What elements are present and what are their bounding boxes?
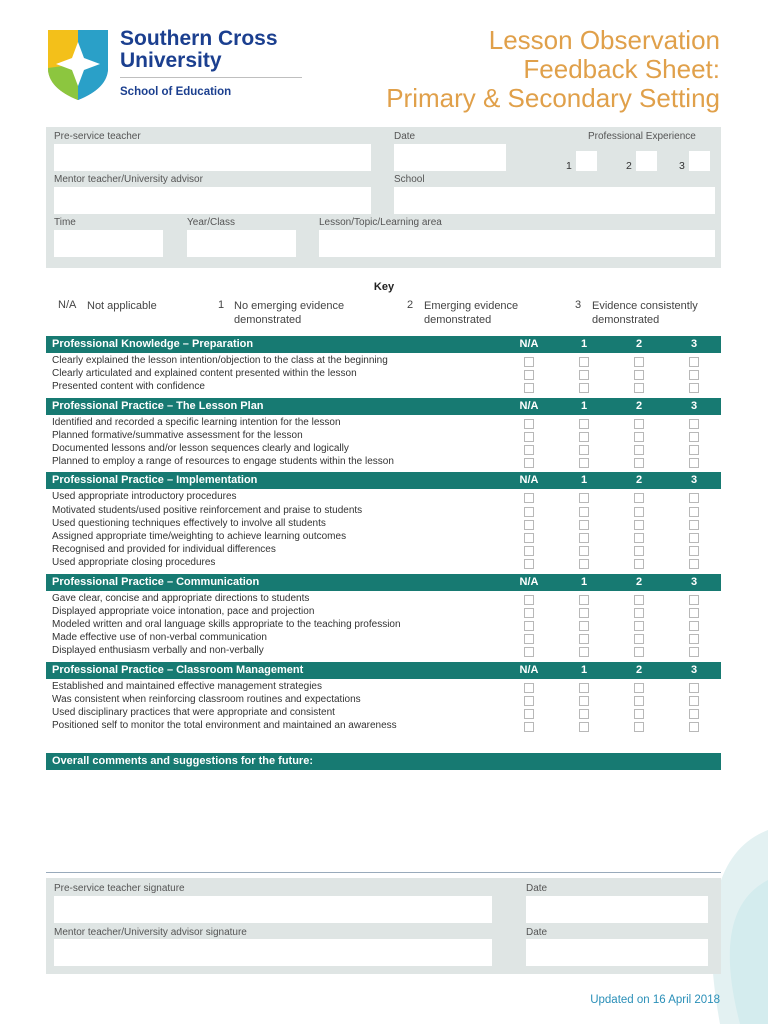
time-field[interactable] — [54, 230, 163, 257]
criterion-text: Motivated students/used positive reinforcement and praise to students — [52, 504, 363, 516]
column-header-1: 1 — [580, 474, 588, 487]
rating-checkbox-1[interactable] — [579, 458, 589, 468]
rating-checkbox-0[interactable] — [524, 647, 534, 657]
rating-checkbox-1[interactable] — [579, 419, 589, 429]
university-name-line1: Southern Cross — [120, 27, 278, 50]
column-header-1: 1 — [580, 399, 588, 412]
criterion-row — [46, 491, 721, 504]
criterion-row — [46, 593, 721, 606]
rating-checkbox-1[interactable] — [579, 559, 589, 569]
criterion-row — [46, 557, 721, 570]
criterion-row — [46, 707, 721, 720]
school-name: School of Education — [120, 86, 232, 98]
column-header-1: 1 — [580, 663, 588, 676]
rating-checkbox-3[interactable] — [689, 507, 699, 517]
column-header-2: 2 — [635, 399, 643, 412]
section-header-2 — [46, 472, 721, 489]
column-header-3: 3 — [690, 663, 698, 676]
rating-checkbox-3[interactable] — [689, 432, 699, 442]
lesson-topic-label: Lesson/Topic/Learning area — [319, 217, 442, 228]
column-header-2: 2 — [635, 663, 643, 676]
rating-checkbox-1[interactable] — [579, 507, 589, 517]
date-label: Date — [394, 131, 416, 142]
criterion-text: Used disciplinary practices that were appropriate and consistent — [52, 707, 335, 718]
pe-option-1-box[interactable] — [576, 151, 597, 171]
section-title: Professional Practice – Classroom Management — [52, 663, 304, 676]
criterion-text: Was consistent when reinforcing classroom routines and expectations — [52, 693, 361, 705]
rating-checkbox-0[interactable] — [524, 533, 534, 543]
rating-checkbox-2[interactable] — [634, 520, 644, 530]
rating-checkbox-0[interactable] — [524, 722, 534, 732]
rating-checkbox-1[interactable] — [579, 709, 589, 719]
lesson-topic-field[interactable] — [319, 230, 715, 257]
year-class-field[interactable] — [187, 230, 296, 257]
criterion-text: Used questioning techniques effectively to involve all students — [52, 517, 326, 529]
criterion-text: Assigned appropriate time/weighting to achieve learning outcomes — [52, 531, 347, 542]
rating-checkbox-0[interactable] — [524, 621, 534, 631]
rating-checkbox-3[interactable] — [689, 546, 699, 556]
time-label: Time — [54, 217, 76, 228]
rating-checkbox-2[interactable] — [634, 696, 644, 706]
criterion-text: Made effective use of non-verbal communication — [52, 632, 267, 644]
rating-checkbox-0[interactable] — [524, 595, 534, 605]
year-class-label: Year/Class — [187, 217, 235, 228]
rating-checkbox-3[interactable] — [689, 357, 699, 367]
section-header-3 — [46, 574, 721, 591]
pre-service-signature-field[interactable] — [54, 896, 492, 923]
comments-title: Overall comments and suggestions for the future: — [52, 755, 313, 767]
section-header-4 — [46, 662, 721, 679]
rating-checkbox-3[interactable] — [689, 559, 699, 569]
rating-checkbox-2[interactable] — [634, 383, 644, 393]
rating-checkbox-2[interactable] — [634, 419, 644, 429]
column-header-3: 3 — [690, 575, 698, 588]
column-header-2: 2 — [635, 338, 643, 350]
rating-checkbox-2[interactable] — [634, 493, 644, 503]
rating-checkbox-2[interactable] — [634, 507, 644, 517]
mentor-signature-field[interactable] — [54, 939, 492, 966]
criterion-row — [46, 544, 721, 557]
rating-checkbox-3[interactable] — [689, 722, 699, 732]
criterion-row — [46, 632, 721, 645]
rating-checkbox-2[interactable] — [634, 709, 644, 719]
rating-checkbox-0[interactable] — [524, 507, 534, 517]
rating-checkbox-2[interactable] — [634, 722, 644, 732]
rating-checkbox-0[interactable] — [524, 608, 534, 618]
rating-checkbox-0[interactable] — [524, 458, 534, 468]
key-title: Key — [373, 281, 395, 293]
rating-checkbox-3[interactable] — [689, 370, 699, 380]
pe-option-2-label: 2 — [626, 160, 632, 172]
page-title — [386, 26, 720, 113]
criterion-row — [46, 505, 721, 518]
column-header-1: 1 — [580, 338, 588, 350]
criterion-row — [46, 417, 721, 430]
criterion-row — [46, 430, 721, 443]
logo-divider — [120, 77, 302, 78]
key-num-1: 1 — [218, 299, 225, 311]
column-header-0: N/A — [519, 399, 539, 412]
professional-experience-label: Professional Experience — [588, 131, 696, 142]
criterion-row — [46, 694, 721, 707]
section-title: Professional Practice – Implementation — [52, 474, 258, 487]
pre-service-teacher-field[interactable] — [54, 144, 371, 171]
mentor-signature-label: Mentor teacher/University advisor signature — [54, 927, 247, 938]
rating-checkbox-3[interactable] — [689, 458, 699, 468]
rating-checkbox-1[interactable] — [579, 357, 589, 367]
rating-checkbox-1[interactable] — [579, 546, 589, 556]
key-text-na: Not applicable — [87, 300, 157, 312]
signature-date-field-2[interactable] — [526, 939, 708, 966]
rating-checkbox-3[interactable] — [689, 595, 699, 605]
rating-checkbox-0[interactable] — [524, 419, 534, 429]
criterion-text: Recognised and provided for individual differences — [52, 544, 276, 556]
rating-checkbox-2[interactable] — [634, 546, 644, 556]
criterion-row — [46, 518, 721, 531]
column-header-3: 3 — [690, 474, 698, 487]
school-field[interactable] — [394, 187, 715, 214]
pe-option-1-label: 1 — [566, 160, 572, 172]
rating-checkbox-1[interactable] — [579, 696, 589, 706]
rating-checkbox-2[interactable] — [634, 634, 644, 644]
rating-checkbox-0[interactable] — [524, 357, 534, 367]
section-header-1 — [46, 398, 721, 415]
rating-checkbox-0[interactable] — [524, 696, 534, 706]
title-line3: Primary & Secondary Setting — [386, 83, 720, 113]
criterion-text: Gave clear, concise and appropriate directions to students — [52, 592, 310, 604]
key-num-na: N/A — [58, 299, 77, 311]
section-title: Professional Knowledge – Preparation — [52, 338, 254, 350]
section-title: Professional Practice – Communication — [52, 575, 260, 588]
rating-checkbox-0[interactable] — [524, 383, 534, 393]
rating-checkbox-3[interactable] — [689, 683, 699, 693]
rating-checkbox-0[interactable] — [524, 683, 534, 693]
pe-option-2-box[interactable] — [636, 151, 657, 171]
rating-checkbox-2[interactable] — [634, 458, 644, 468]
rating-checkbox-1[interactable] — [579, 493, 589, 503]
rating-checkbox-1[interactable] — [579, 520, 589, 530]
rating-checkbox-1[interactable] — [579, 383, 589, 393]
signature-panel — [46, 878, 721, 974]
key-num-2: 2 — [407, 299, 414, 311]
rating-checkbox-1[interactable] — [579, 445, 589, 455]
column-header-0: N/A — [519, 663, 539, 676]
comments-header — [46, 753, 721, 770]
rating-checkbox-3[interactable] — [689, 696, 699, 706]
column-header-0: N/A — [519, 474, 539, 487]
key-text-3: Evidence consistently demonstrated — [592, 300, 698, 326]
criterion-row — [46, 681, 721, 694]
signature-date-label-1: Date — [526, 883, 548, 894]
date-field[interactable] — [394, 144, 506, 171]
title-line2: Feedback Sheet: — [523, 54, 720, 84]
rating-checkbox-3[interactable] — [689, 419, 699, 429]
criterion-row — [46, 619, 721, 632]
university-name — [120, 28, 320, 72]
rating-checkbox-0[interactable] — [524, 370, 534, 380]
criterion-row — [46, 531, 721, 544]
rating-checkbox-2[interactable] — [634, 559, 644, 569]
criterion-text: Used appropriate introductory procedures — [52, 491, 237, 503]
key-text-1: No emerging evidence demonstrated — [234, 300, 345, 326]
criterion-text: Documented lessons and/or lesson sequences clearly and logically — [52, 443, 349, 454]
rating-checkbox-2[interactable] — [634, 533, 644, 543]
university-name-line2: University — [120, 49, 222, 72]
column-header-2: 2 — [635, 474, 643, 487]
column-header-1: 1 — [580, 575, 588, 588]
criterion-row — [46, 720, 721, 733]
criterion-text: Established and maintained effective management strategies — [52, 680, 322, 692]
criterion-text: Positioned self to monitor the total environment and maintained an awareness — [52, 720, 397, 732]
rating-checkbox-1[interactable] — [579, 722, 589, 732]
rating-checkbox-2[interactable] — [634, 445, 644, 455]
criterion-text: Planned to employ a range of resources to engage students within the lesson — [52, 456, 394, 468]
signature-date-field-1[interactable] — [526, 896, 708, 923]
rating-checkbox-2[interactable] — [634, 608, 644, 618]
criterion-text: Presented content with confidence — [52, 381, 205, 393]
rating-checkbox-3[interactable] — [689, 608, 699, 618]
rating-checkbox-1[interactable] — [579, 608, 589, 618]
criterion-row — [46, 443, 721, 456]
rating-checkbox-3[interactable] — [689, 634, 699, 644]
key-text-2: Emerging evidence demonstrated — [424, 300, 519, 326]
criterion-text: Displayed appropriate voice intonation, pace and projection — [52, 605, 315, 617]
criterion-text: Clearly explained the lesson intention/objection to the class at the beginning — [52, 355, 388, 366]
rating-checkbox-2[interactable] — [634, 683, 644, 693]
rating-checkbox-1[interactable] — [579, 647, 589, 657]
rating-checkbox-2[interactable] — [634, 370, 644, 380]
pre-service-teacher-label: Pre-service teacher — [54, 131, 141, 142]
criterion-row — [46, 368, 721, 381]
criterion-text: Planned formative/summative assessment for the lesson — [52, 429, 303, 441]
section-header-0 — [46, 336, 721, 353]
title-line1: Lesson Observation — [488, 25, 720, 55]
key-num-3: 3 — [575, 299, 582, 311]
rating-checkbox-3[interactable] — [689, 647, 699, 657]
pre-service-signature-label: Pre-service teacher signature — [54, 883, 185, 894]
column-header-3: 3 — [690, 338, 698, 350]
criterion-row — [46, 355, 721, 368]
criterion-text: Identified and recorded a specific learning intention for the lesson — [52, 416, 341, 428]
mentor-teacher-field[interactable] — [54, 187, 371, 214]
rating-checkbox-1[interactable] — [579, 595, 589, 605]
section-title: Professional Practice – The Lesson Plan — [52, 399, 264, 412]
updated-date: Updated on 16 April 2018 — [590, 994, 720, 1006]
rating-checkbox-1[interactable] — [579, 432, 589, 442]
criterion-row — [46, 456, 721, 469]
rating-checkbox-3[interactable] — [689, 383, 699, 393]
rating-checkbox-0[interactable] — [524, 546, 534, 556]
signature-date-label-2: Date — [526, 927, 548, 938]
rating-checkbox-1[interactable] — [579, 634, 589, 644]
criterion-text: Used appropriate closing procedures — [52, 557, 216, 569]
rating-checkbox-1[interactable] — [579, 621, 589, 631]
rating-checkbox-0[interactable] — [524, 520, 534, 530]
rating-checkbox-3[interactable] — [689, 533, 699, 543]
rating-checkbox-1[interactable] — [579, 683, 589, 693]
rating-checkbox-0[interactable] — [524, 634, 534, 644]
pe-option-3-box[interactable] — [689, 151, 710, 171]
criterion-row — [46, 645, 721, 658]
rating-checkbox-0[interactable] — [524, 559, 534, 569]
rating-checkbox-0[interactable] — [524, 445, 534, 455]
rating-checkbox-3[interactable] — [689, 520, 699, 530]
pe-option-3-label: 3 — [679, 160, 685, 172]
rating-checkbox-3[interactable] — [689, 445, 699, 455]
column-header-0: N/A — [519, 575, 539, 588]
criterion-text: Clearly articulated and explained content presented within the lesson — [52, 368, 357, 380]
rating-checkbox-0[interactable] — [524, 432, 534, 442]
column-header-3: 3 — [690, 399, 698, 412]
rating-checkbox-3[interactable] — [689, 621, 699, 631]
university-logo-icon — [44, 24, 112, 102]
rating-checkbox-2[interactable] — [634, 357, 644, 367]
rating-checkbox-2[interactable] — [634, 621, 644, 631]
rating-checkbox-0[interactable] — [524, 709, 534, 719]
rating-checkbox-1[interactable] — [579, 370, 589, 380]
rating-checkbox-3[interactable] — [689, 709, 699, 719]
criterion-text: Modeled written and oral language skills appropriate to the teaching profession — [52, 619, 401, 630]
school-label: School — [394, 174, 425, 185]
criterion-text: Displayed enthusiasm verbally and non-verbally — [52, 645, 264, 657]
criterion-row — [46, 606, 721, 619]
rating-checkbox-2[interactable] — [634, 432, 644, 442]
rating-checkbox-2[interactable] — [634, 647, 644, 657]
column-header-0: N/A — [519, 338, 539, 350]
rating-checkbox-0[interactable] — [524, 493, 534, 503]
criterion-row — [46, 381, 721, 394]
details-panel — [46, 127, 721, 268]
column-header-2: 2 — [635, 575, 643, 588]
rating-checkbox-2[interactable] — [634, 595, 644, 605]
rating-checkbox-1[interactable] — [579, 533, 589, 543]
mentor-teacher-label: Mentor teacher/University advisor — [54, 174, 203, 185]
rating-checkbox-3[interactable] — [689, 493, 699, 503]
